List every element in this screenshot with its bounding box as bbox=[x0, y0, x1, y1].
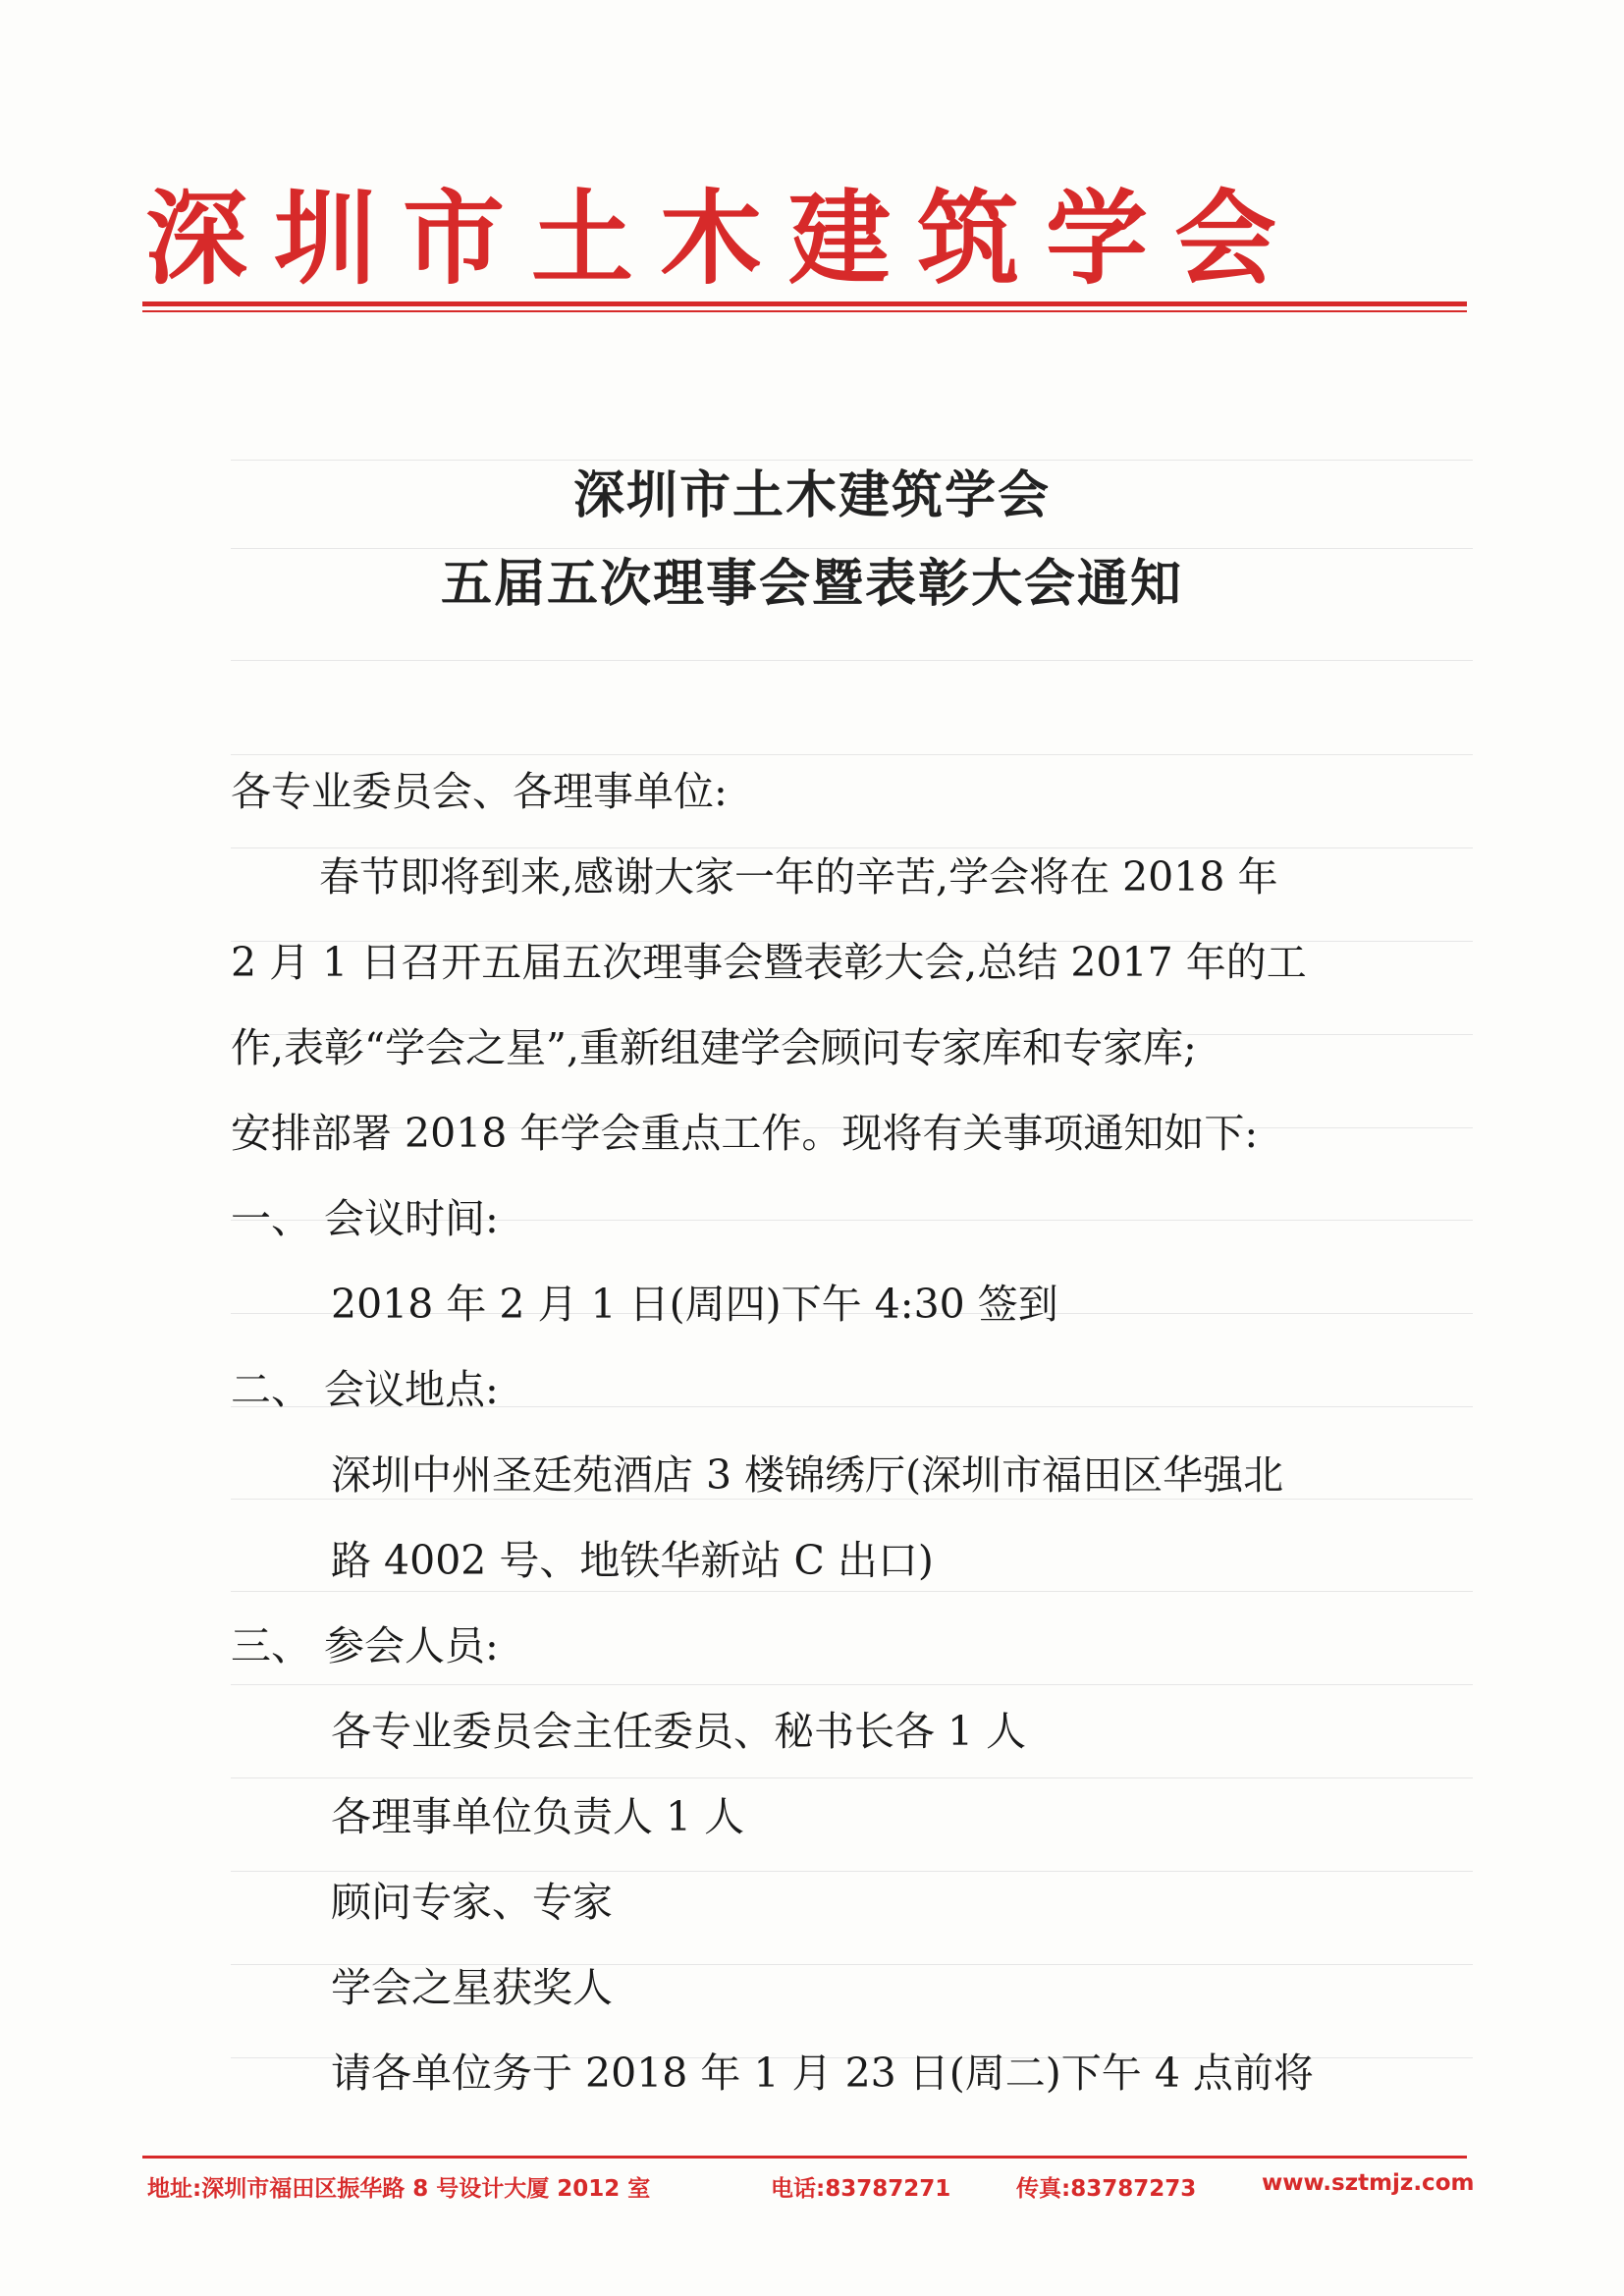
paper-rule-line bbox=[231, 754, 1473, 755]
salutation: 各专业委员会、各理事单位: bbox=[231, 768, 728, 815]
footer-website: www.sztmjz.com bbox=[1262, 2170, 1475, 2196]
section-heading: 二、 会议地点: bbox=[231, 1366, 499, 1413]
paper-rule-line bbox=[231, 847, 1473, 848]
section-line: 学会之星获奖人 bbox=[331, 1964, 613, 2011]
section-line: 顾问专家、专家 bbox=[331, 1879, 613, 1926]
paper-rule-line bbox=[231, 1591, 1473, 1592]
intro-line: 作,表彰“学会之星”,重新组建学会顾问专家库和专家库; bbox=[231, 1024, 1197, 1071]
section-line: 路 4002 号、地铁华新站 C 出口) bbox=[331, 1537, 934, 1584]
section-heading: 三、 参会人员: bbox=[231, 1622, 499, 1669]
footer-fax: 传真:83787273 bbox=[1016, 2176, 1197, 2202]
footer-divider bbox=[142, 2156, 1467, 2159]
letterhead-divider-thin bbox=[142, 310, 1467, 312]
paper-rule-line bbox=[231, 1684, 1473, 1685]
section-line: 深圳中州圣廷苑酒店 3 楼锦绣厅(深圳市福田区华强北 bbox=[331, 1451, 1284, 1499]
intro-line: 春节即将到来,感谢大家一年的辛苦,学会将在 2018 年 bbox=[319, 853, 1278, 901]
section-line: 请各单位务于 2018 年 1 月 23 日(周二)下午 4 点前将 bbox=[331, 2050, 1314, 2097]
footer-phone: 电话:83787271 bbox=[771, 2176, 951, 2202]
letterhead-divider-thick bbox=[142, 301, 1467, 306]
paper-rule-line bbox=[231, 1871, 1473, 1872]
document-title-line2: 五届五次理事会暨表彰大会通知 bbox=[440, 554, 1183, 614]
intro-line: 2 月 1 日召开五届五次理事会暨表彰大会,总结 2017 年的工 bbox=[231, 939, 1307, 986]
document-title-line1: 深圳市土木建筑学会 bbox=[572, 465, 1051, 525]
paper-rule-line bbox=[231, 660, 1473, 661]
letterhead-org-name: 深圳市土木建筑学会 bbox=[145, 178, 1304, 299]
section-line: 各专业委员会主任委员、秘书长各 1 人 bbox=[331, 1708, 1027, 1755]
section-line: 各理事单位负责人 1 人 bbox=[331, 1793, 745, 1840]
section-line: 2018 年 2 月 1 日(周四)下午 4:30 签到 bbox=[331, 1281, 1058, 1328]
intro-line: 安排部署 2018 年学会重点工作。现将有关事项通知如下: bbox=[231, 1110, 1259, 1157]
paper-rule-line bbox=[231, 1777, 1473, 1778]
footer-address: 地址:深圳市福田区振华路 8 号设计大厦 2012 室 bbox=[147, 2176, 651, 2202]
section-heading: 一、 会议时间: bbox=[231, 1195, 499, 1242]
